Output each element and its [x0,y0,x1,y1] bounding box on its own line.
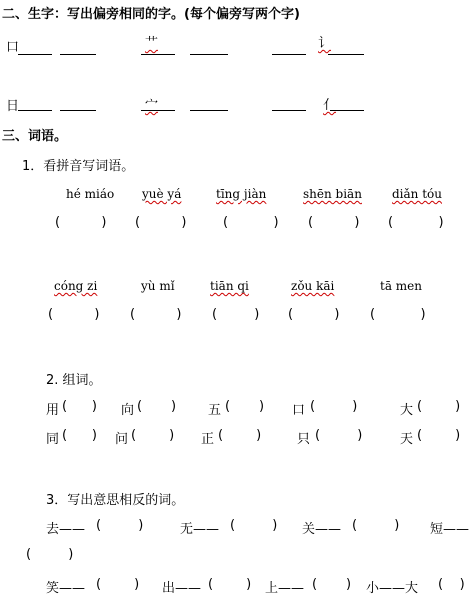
answer-parens[interactable]: ( ) [137,399,177,414]
radical-ri: 日 [6,99,20,114]
radical-cao [145,32,158,51]
pinyin-item-text: diǎn tóu [392,187,442,201]
antonym-prompt: 去—— [46,522,86,537]
answer-parens[interactable]: ( ) [26,547,74,562]
antonym-prompt: 无—— [180,522,220,537]
answer-parens[interactable]: ( ) [312,577,352,592]
radical-kou: 口 [6,40,20,55]
antonym-prompt: 笑—— [46,581,86,596]
answer-parens[interactable]: ( ) [438,577,465,592]
pinyin-item [54,279,97,293]
pinyin-item-text: shēn biān [303,187,362,201]
answer-parens[interactable]: ( ) [315,428,363,443]
answer-blank[interactable] [190,110,228,111]
answer-parens[interactable]: ( ) [62,428,97,443]
section-3-title: 三、词语。 [2,129,68,144]
pinyin-item [392,187,442,201]
antonym-prompt: 上—— [265,581,305,596]
radical-yan-text: 讠 [318,36,332,51]
word-char: 大 [400,403,414,418]
pinyin-item: tā men [380,279,422,293]
word-char: 正 [201,432,215,447]
answer-parens[interactable]: ( ) [388,215,444,230]
answer-blank[interactable] [272,110,306,111]
answer-blank[interactable] [328,54,364,55]
answer-blank[interactable] [60,110,96,111]
pinyin-item-text: cóng zi [54,279,98,293]
pinyin-item-text: yuè yá [142,187,182,201]
answer-parens[interactable]: ( ) [352,518,400,533]
answer-parens[interactable]: ( ) [310,399,358,414]
answer-blank[interactable] [330,110,364,111]
pinyin-item: hé miáo [66,187,115,201]
answer-parens[interactable]: ( ) [223,215,279,230]
pinyin-item-text: tiān qi [210,279,249,293]
word-char: 用 [46,403,60,418]
pinyin-item: yù mǐ [141,279,175,293]
answer-parens[interactable]: ( ) [212,307,260,322]
answer-parens[interactable]: ( ) [130,307,182,322]
pinyin-item [303,187,362,201]
answer-blank[interactable] [18,110,52,111]
answer-blank[interactable] [272,54,306,55]
word-char: 向 [121,403,135,418]
answer-parens[interactable]: ( ) [225,399,265,414]
radical-yan [318,32,331,51]
answer-parens[interactable]: ( ) [96,518,144,533]
pinyin-item-text: tīng jiàn [216,187,267,201]
q2-label: 2. 组词。 [46,373,102,388]
pinyin-item-text: zǒu kāi [291,279,335,293]
word-char: 只 [297,432,311,447]
section-2-title: 二、生字：写出偏旁相同的字。(每个偏旁写两个字) [2,7,300,22]
word-char: 口 [292,403,306,418]
pinyin-item [142,187,181,201]
antonym-prompt: 小——大 [366,581,419,596]
answer-parens[interactable]: ( ) [62,399,97,414]
answer-parens[interactable]: ( ) [417,399,461,414]
answer-parens[interactable]: ( ) [96,577,140,592]
word-char: 五 [208,403,222,418]
answer-parens[interactable]: ( ) [288,307,340,322]
q3-label: 3．写出意思相反的词。 [46,493,185,508]
antonym-prompt: 出—— [162,581,202,596]
answer-blank[interactable] [190,54,228,55]
radical-mian-text: 宀 [145,98,159,113]
answer-parens[interactable]: ( ) [370,307,426,322]
answer-parens[interactable]: ( ) [230,518,278,533]
q1-label: 1．看拼音写词语。 [22,159,135,174]
answer-parens[interactable]: ( ) [417,428,461,443]
answer-parens[interactable]: ( ) [218,428,262,443]
word-char: 天 [400,432,414,447]
answer-parens[interactable]: ( ) [208,577,252,592]
answer-blank[interactable] [141,110,175,111]
pinyin-item [216,187,266,201]
radical-ren-text: 亻 [323,98,337,113]
answer-parens[interactable]: ( ) [131,428,175,443]
answer-parens[interactable]: ( ) [55,215,107,230]
word-char: 同 [46,432,60,447]
answer-parens[interactable]: ( ) [308,215,360,230]
answer-blank[interactable] [18,54,52,55]
pinyin-item [210,279,249,293]
word-char: 问 [115,432,129,447]
answer-blank[interactable] [60,54,96,55]
pinyin-item [291,279,334,293]
answer-parens[interactable]: ( ) [135,215,187,230]
antonym-prompt: 短—— [430,522,470,537]
radical-cao-text: 艹 [145,36,159,51]
answer-blank[interactable] [141,54,175,55]
antonym-prompt: 关—— [302,522,342,537]
answer-parens[interactable]: ( ) [48,307,100,322]
